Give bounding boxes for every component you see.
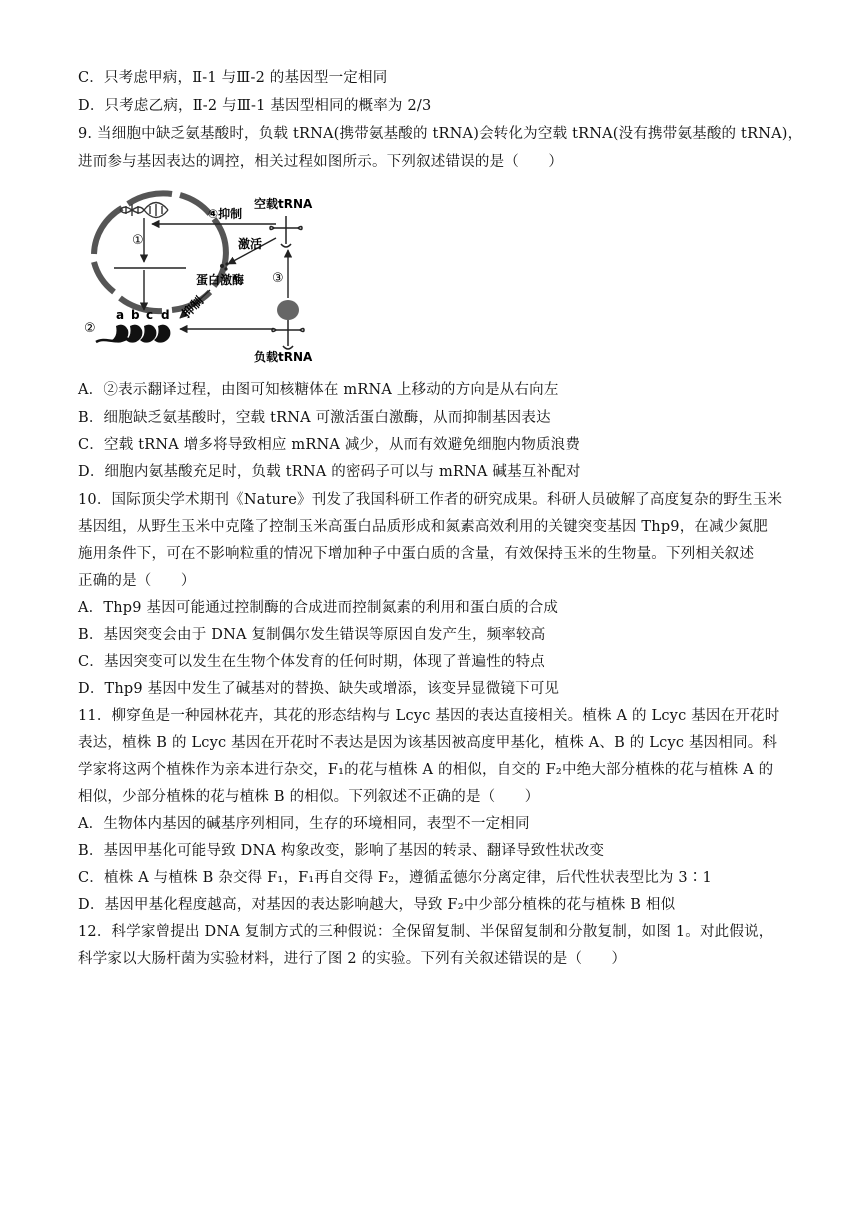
- label-inhibit4: ④抑制: [208, 207, 243, 221]
- option-b-q10: B．基因突变会由于 DNA 复制偶尔发生错误等原因自发产生，频率较高: [78, 627, 546, 643]
- option-b-q11: B．基因甲基化可能导致 DNA 构象改变，影响了基因的转录、翻译导致性状改变: [78, 843, 605, 859]
- label-1: ①: [132, 233, 144, 248]
- question-11-line-2: 表达，植株 B 的 Lcyc 基因在开花时不表达是因为该基因被高度甲基化，植株 A、B 的 Lcyc 基因相同。科: [78, 735, 778, 751]
- option-b-q9: B．细胞缺乏氨基酸时，空载 tRNA 可激活蛋白激酶，从而抑制基因表达: [78, 410, 551, 426]
- option-a-q11: A．生物体内基因的碱基序列相同，生存的环境相同，表型不一定相同: [78, 816, 530, 832]
- question-10-line-1: 10．国际顶尖学术期刊《Nature》刊发了我国科研工作者的研究成果。科研人员破解了高度复杂的野生玉米: [78, 492, 783, 508]
- label-loaded-trna: 负载tRNA: [254, 350, 313, 364]
- question-11-line-3: 学家将这两个植株作为亲本进行杂交，F₁的花与植株 A 的相似，自交的 F₂中绝大部分植株的花与植株 A 的: [78, 762, 774, 778]
- option-c-q8: C．只考虑甲病，Ⅱ-1 与Ⅲ-2 的基因型一定相同: [78, 70, 388, 86]
- dna-helix: [120, 203, 168, 218]
- option-d-q11: D．基因甲基化程度越高，对基因的表达影响越大，导致 F₂中少部分植株的花与植株 B 相似: [78, 897, 676, 913]
- label-inhibit: 抑制: [179, 293, 207, 321]
- label-3: ③: [272, 271, 284, 286]
- option-c-q10: C．基因突变可以发生在生物个体发育的任何时期，体现了普遍性的特点: [78, 654, 545, 670]
- option-c-q9: C．空载 tRNA 增多将导致相应 mRNA 减少，从而有效避免细胞内物质浪费: [78, 437, 581, 453]
- question-9-line-1: 9. 当细胞中缺乏氨基酸时，负载 tRNA(携带氨基酸的 tRNA)会转化为空载 tRNA(没有携带氨基酸的 tRNA)，: [78, 126, 803, 142]
- label-c: c: [146, 308, 154, 322]
- label-d: d: [161, 308, 170, 322]
- label-b: b: [131, 308, 140, 322]
- question-10-line-2: 基因组，从野生玉米中克隆了控制玉米高蛋白品质形成和氮素高效利用的关键突变基因 Thp9，在减少氮肥: [78, 519, 768, 535]
- question-9-line-2: 进而参与基因表达的调控，相关过程如图所示。下列叙述错误的是（ ）: [78, 154, 564, 170]
- ribosomes-icon: [112, 325, 170, 343]
- label-kinase: 蛋白激酶: [196, 273, 245, 287]
- label-empty-trna: 空载tRNA: [254, 197, 313, 211]
- question-11-line-4: 相似，少部分植株的花与植株 B 的相似。下列叙述不正确的是（ ）: [78, 789, 540, 805]
- amino-acid-icon: [277, 300, 299, 320]
- option-c-q11: C．植株 A 与植株 B 杂交得 F₁，F₁再自交得 F₂，遵循孟德尔分离定律，后代性状表型比为 3∶1: [78, 870, 712, 886]
- option-a-q10: A．Thp9 基因可能通过控制酶的合成进而控制氮素的利用和蛋白质的合成: [78, 600, 559, 616]
- gene-expression-diagram: [76, 186, 326, 366]
- empty-trna-icon: [270, 216, 302, 247]
- label-2: ②: [84, 321, 96, 336]
- question-11-line-1: 11．柳穿鱼是一种园林花卉，其花的形态结构与 Lcyc 基因的表达直接相关。植株 A 的 Lcyc 基因在开花时: [78, 708, 780, 724]
- label-activate: 激活: [238, 237, 263, 251]
- option-d-q10: D．Thp9 基因中发生了碱基对的替换、缺失或增添，该变异显微镜下可见: [78, 681, 560, 697]
- option-d-q9: D．细胞内氨基酸充足时，负载 tRNA 的密码子可以与 mRNA 碱基互补配对: [78, 464, 581, 480]
- question-10-line-3: 施用条件下，可在不影响粒重的情况下增加种子中蛋白质的含量，有效保持玉米的生物量。下列相关叙述: [78, 546, 755, 562]
- option-a-q9: A．②表示翻译过程，由图可知核糖体在 mRNA 上移动的方向是从右向左: [78, 382, 559, 398]
- loaded-trna-icon: [272, 320, 304, 349]
- question-12-line-2: 科学家以大肠杆菌为实验材料，进行了图 2 的实验。下列有关叙述错误的是（ ）: [78, 951, 627, 967]
- question-10-line-4: 正确的是（ ）: [78, 573, 196, 589]
- question-12-line-1: 12．科学家曾提出 DNA 复制方式的三种假说：全保留复制、半保留复制和分散复制，如图 1。对此假说，: [78, 924, 774, 940]
- label-a: a: [116, 308, 125, 322]
- option-d-q8: D．只考虑乙病，Ⅱ-2 与Ⅲ-1 基因型相同的概率为 2/3: [78, 98, 432, 114]
